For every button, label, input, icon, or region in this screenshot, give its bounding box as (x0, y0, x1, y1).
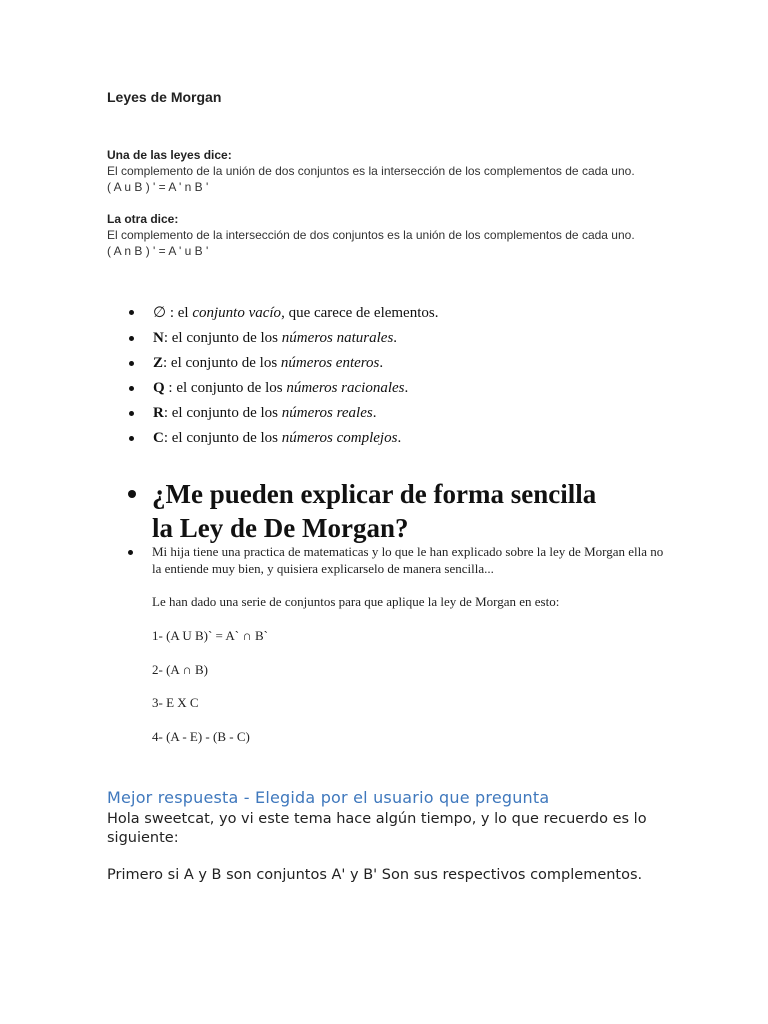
question-line-1: ¿Me pueden explicar de forma sencilla (152, 479, 597, 509)
question-heading (128, 477, 688, 545)
set-name: números racionales (286, 380, 405, 396)
exercise-item-1: 1- (A U B)` = A` ∩ B` (152, 628, 269, 643)
set-text-end: . (393, 330, 398, 346)
set-name: conjunto vacío (192, 305, 282, 321)
law-two (107, 211, 707, 259)
answer-paragraph-1: Hola sweetcat, yo vi este tema hace algún tiempo, y lo que recuerdo es lo siguiente: (107, 811, 647, 846)
set-symbol: N (153, 330, 164, 346)
exercise-item-4: 4- (A - E) - (B - C) (152, 729, 250, 744)
set-text: : el conjunto de los (163, 430, 282, 446)
list-item (107, 426, 438, 451)
set-text: : el (166, 305, 193, 321)
list-item (107, 300, 438, 326)
bullet-icon (129, 411, 134, 416)
law-two-formula: ( A n B ) ' = A ' u B ' (107, 244, 209, 258)
law-one-text: El complemento de la unión de dos conjuntos es la intersección de los complementos de cada uno. (107, 164, 635, 178)
set-symbol: Z (153, 355, 164, 371)
exercise-item-2: 2- (A ∩ B) (152, 662, 208, 677)
set-text: : el conjunto de los (163, 355, 281, 371)
law-one-heading: Una de las leyes dice: (107, 148, 232, 162)
bullet-icon (129, 361, 134, 366)
set-text-end: . (397, 430, 402, 446)
set-symbol: C (153, 430, 164, 446)
set-text: : el conjunto de los (164, 380, 287, 396)
law-one (107, 147, 707, 195)
set-text-end: . (404, 380, 409, 396)
list-item (107, 351, 438, 376)
list-item (107, 376, 438, 401)
question-body (152, 543, 672, 744)
number-sets-list (107, 300, 438, 451)
question-intro: Mi hija tiene una practica de matematicas y lo que le han explicado sobre la ley de Morgan ella no la entiende muy bien, y quisiera explicarselo de manera sencilla... (152, 544, 664, 576)
set-name: números complejos (281, 430, 398, 446)
law-two-text: El complemento de la intersección de dos conjuntos es la unión de los complementos de cada uno. (107, 228, 635, 242)
set-text: : el conjunto de los (163, 330, 282, 346)
bullet-icon (128, 550, 133, 555)
question-lead: Le han dado una serie de conjuntos para que aplique la ley de Morgan en esto: (152, 594, 560, 609)
set-text-end: . (379, 355, 384, 371)
question-line-2: la Ley de De Morgan? (152, 513, 409, 543)
set-symbol: Q (153, 380, 165, 396)
bullet-icon (129, 336, 134, 341)
set-name: números reales (281, 405, 373, 421)
law-one-formula: ( A u B ) ' = A ' n B ' (107, 180, 209, 194)
set-text-end: , que carece de elementos. (281, 305, 439, 321)
set-text: : el conjunto de los (163, 405, 282, 421)
page-title: Leyes de Morgan (107, 89, 222, 105)
bullet-icon (129, 386, 134, 391)
exercise-item-3: 3- E X C (152, 695, 199, 710)
answer-paragraph-2: Primero si A y B son conjuntos A' y B' Son sus respectivos complementos. (107, 867, 643, 883)
bullet-icon (129, 436, 134, 441)
bullet-icon (128, 490, 136, 498)
law-two-heading: La otra dice: (107, 212, 179, 226)
bullet-icon (129, 310, 134, 315)
set-symbol: ∅ (153, 303, 167, 321)
set-name: números naturales (281, 330, 394, 346)
set-symbol: R (153, 405, 164, 421)
list-item (107, 326, 438, 351)
list-item (107, 401, 438, 426)
best-answer-heading: Mejor respuesta - Elegida por el usuario que pregunta (107, 788, 550, 807)
set-name: números enteros (280, 355, 380, 371)
set-text-end: . (372, 405, 377, 421)
